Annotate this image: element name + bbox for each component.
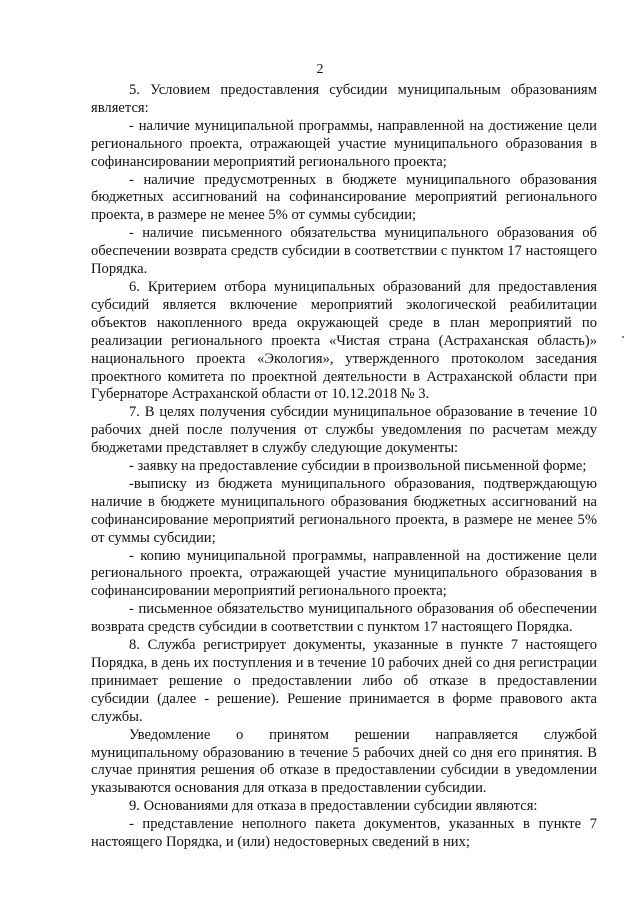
- paragraph-7-item-application: - заявку на предоставление субсидии в произвольной письменной форме;: [129, 458, 587, 475]
- paragraph-8-registration: 8. Служба регистрирует документы, указанные в пункте 7 настоящего Порядка, в день их поступления и в течение 10 рабочих дней со дня регистрации принимает решение о предоставлении либо об отказе в предоставлении субсидии (далее - решение). Решение принимается в форме правового акта службы.: [91, 637, 597, 725]
- paragraph-9-grounds: 9. Основаниями для отказа в предоставлении субсидии являются:: [129, 798, 538, 815]
- paragraph-8-notification: Уведомление о принятом решении направляется службой муниципальному образованию в течение 5 рабочих дней со дня его принятия. В случае принятия решения об отказе в предоставлении субсидии в уведомлении указываются основания для отказа в предоставлении субсидии.: [91, 726, 597, 797]
- paragraph-7-item-obligation: - письменное обязательство муниципального образования об обеспечении возврата средств субсидии в соответствии с пунктом 17 настоящего Порядка.: [91, 601, 597, 636]
- paragraph-5-item-budget: - наличие предусмотренных в бюджете муниципального образования бюджетных ассигнований на софинансирование мероприятий регионального проекта, в размере не менее 5% от суммы субсидии;: [91, 171, 597, 224]
- paragraph-5-item-obligation: - наличие письменного обязательства муниципального образования об обеспечении возврата средств субсидии в соответствии с пунктом 17 настоящего Порядка.: [91, 225, 597, 278]
- paragraph-7-documents: 7. В целях получения субсидии муниципальное образование в течение 10 рабочих дней после получения от службы уведомления по расчетам между бюджетами представляет в службу следующие документы:: [91, 404, 597, 457]
- page-number: 2: [316, 62, 324, 77]
- paragraph-6-criterion: 6. Критерием отбора муниципальных образований для предоставления субсидий является включение мероприятий экологической реабилитации объектов накопленного вреда окружающей среде в план мероприятий по реализации регионального проекта «Чистая страна (Астраханская область)» национального проекта «Экология», утвержденного протоколом заседания проектного комитета по проектной деятельности в Астраханской области при Губернаторе Астраханской области от 10.12.2018 № 3.: [91, 278, 597, 403]
- paragraph-7-item-program-copy: - копию муниципальной программы, направленной на достижение цели регионального проекта, отражающей участие муниципального образования в софинансировании мероприятий регионального проекта;: [91, 547, 597, 600]
- scan-speck: [622, 336, 624, 338]
- paragraph-5-condition: 5. Условием предоставления субсидии муниципальным образованиям является:: [91, 82, 597, 116]
- paragraph-5-item-program: - наличие муниципальной программы, направленной на достижение цели регионального проекта, отражающей участие муниципального образования в софинансировании мероприятий регионального проекта;: [91, 117, 597, 170]
- document-body: [91, 82, 597, 852]
- paragraph-9-item-incomplete: - представление неполного пакета документов, указанных в пункте 7 настоящего Порядка, и (или) недостоверных сведений в них;: [91, 816, 597, 851]
- paragraph-7-item-budget-extract: -выписку из бюджета муниципального образования, подтверждающую наличие в бюджете муниципального образования бюджетных ассигнований на софинансирование мероприятий регионального проекта, в размере не менее 5% от суммы субсидии;: [91, 475, 597, 546]
